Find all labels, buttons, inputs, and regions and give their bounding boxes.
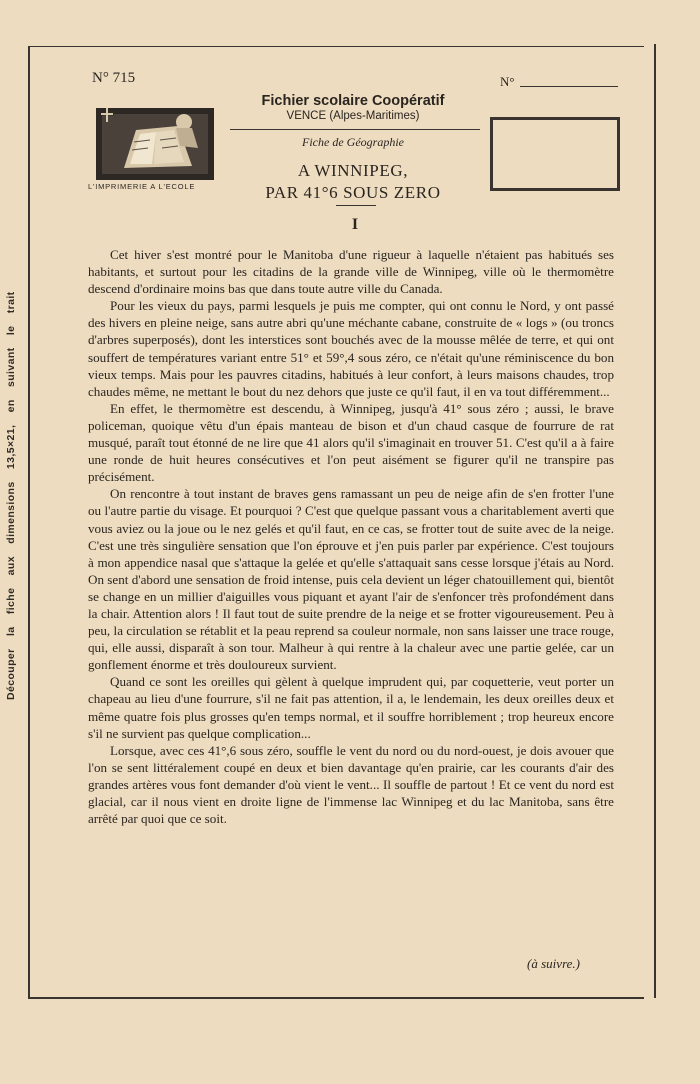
document-title-line-2: PAR 41°6 SOUS ZERO [265,183,441,202]
paragraph: Cet hiver s'est montré pour le Manitoba d'une rigueur à laquelle n'étaient pas habitués ses habitants, et surtout pour les citadins de la grande ville de Winnipeg, ville où le thermomètre descend d'ordinaire moins bas que dans toute autre ville du Canada. [88,247,614,297]
cut-line [654,44,656,998]
printing-press-logo [96,108,214,180]
number-field-line [520,86,618,87]
title-rule [336,205,376,206]
publisher-place: VENCE (Alpes-Maritimes) [286,110,420,122]
paragraph: En effet, le thermomètre est descendu, à Winnipeg, jusqu'à 41° sous zéro ; aussi, le brave policeman, quoique vêtu d'un épais manteau de bison et d'un chaud casque de fourrure de rat musqué, paraît tout étonné de ne lire que 41 alors qu'il s'imaginait en trouver 51. C'est qu'il a à faire une ronde de huit heures consécutives et l'on peut aisément se figurer qu'il ne transpire pas précisément. [88,400,614,485]
document-title [228,160,478,204]
continued-note: (à suivre.) [527,956,580,971]
paragraph: Quand ce sont les oreilles qui gèlent à quelque imprudent qui, par coquetterie, veut porter un chapeau au lieu d'une fourrure, s'il ne fait pas attention, il a, le lendemain, les deux oreilles deux et même quatre fois plus grosses qu'en temps normal, et il souffre horriblement ; trop heureux encore s'il ne survient pas quelque complication... [88,674,614,741]
paragraph: Lorsque, avec ces 41°,6 sous zéro, souffle le vent du nord ou du nord-ouest, je dois avouer que l'on se sent littéralement coupé en deux et bien davantage qu'en prairie, car les courants d'air des grandes artères vous font demander d'où vient le vent... Il souffle de partout ! Et ce vent du nord est glacial, car il nous vient en droite ligne de l'immense lac Winnipeg et du lac Manitoba, sans être arrêté par quoi que ce soit. [88,742,614,827]
document-title-line-1: A WINNIPEG, [297,161,409,180]
article-body [88,246,614,827]
fiche-subject: Fiche de Géographie [302,135,404,149]
logo-caption: L'IMPRIMERIE A L'ECOLE [88,182,196,191]
fiche-number: N° 715 [92,70,136,86]
cutting-instruction: Découper la fiche aux dimensions 13,5×21, en suivant le trait [5,291,17,700]
number-field-label: N° [500,74,515,89]
part-number: I [351,216,359,233]
paragraph: On rencontre à tout instant de braves gens ramassant un peu de neige afin de s'en frotter l'une ou l'autre partie du visage. Et pourquoi ? C'est que quelque passant vous a charitablement averti que vous aviez ou la joue ou le nez gelés et qu'il faut, en ce cas, se frotter tout de suite avec de la neige. C'est une très singulière sensation que l'on éprouve et j'en puis parler par expérience. C'est toujours à mon appendice nasal que s'attaque la gelée et qu'elle s'attaquait sans cesse lorsque j'étais au Nord. On sent d'abord une sensation de froid intense, puis cela devient un léger chatouillement qui, bientôt se change en un millier d'aiguilles vous piquant et ayant l'air de s'enfoncer très profondément dans la chair. Attention alors ! Il faut tout de suite prendre de la neige et se frotter vigoureusement. Peu à peu, la circulation se rétablit et la peau reprend sa couleur normale, non sans laisser une trace rouge, qui, elle aussi, disparaît à son tour. Malheur à qui rentre à la chaleur avec une partie gelée, car un gonflement énorme et très douloureux survient. [88,486,614,673]
paragraph: Pour les vieux du pays, parmi lesquels je puis me compter, qui ont connu le Nord, y ont passé des hivers en pleine neige, sans autre abri qu'une méchante cabane, construite de « logs » (ou troncs d'arbres superposés), dont les interstices sont bouchés avec de la mousse mêlée de terre, et qui ont souffert de températures variant entre 51° et 59°,4 sous zéro, ce n'était qu'une réminiscence du bon vieux temps. Mais pour les pauvres citadins, habitués à leur confort, à leurs maisons chaudes, trop chaudes même, ne mettant le bout du nez dehors que juste ce qu'il faut, il en va tout différemment... [88,298,614,399]
header-rule [230,129,480,130]
publisher-title: Fichier scolaire Coopératif [261,93,445,109]
classification-box [490,117,620,191]
